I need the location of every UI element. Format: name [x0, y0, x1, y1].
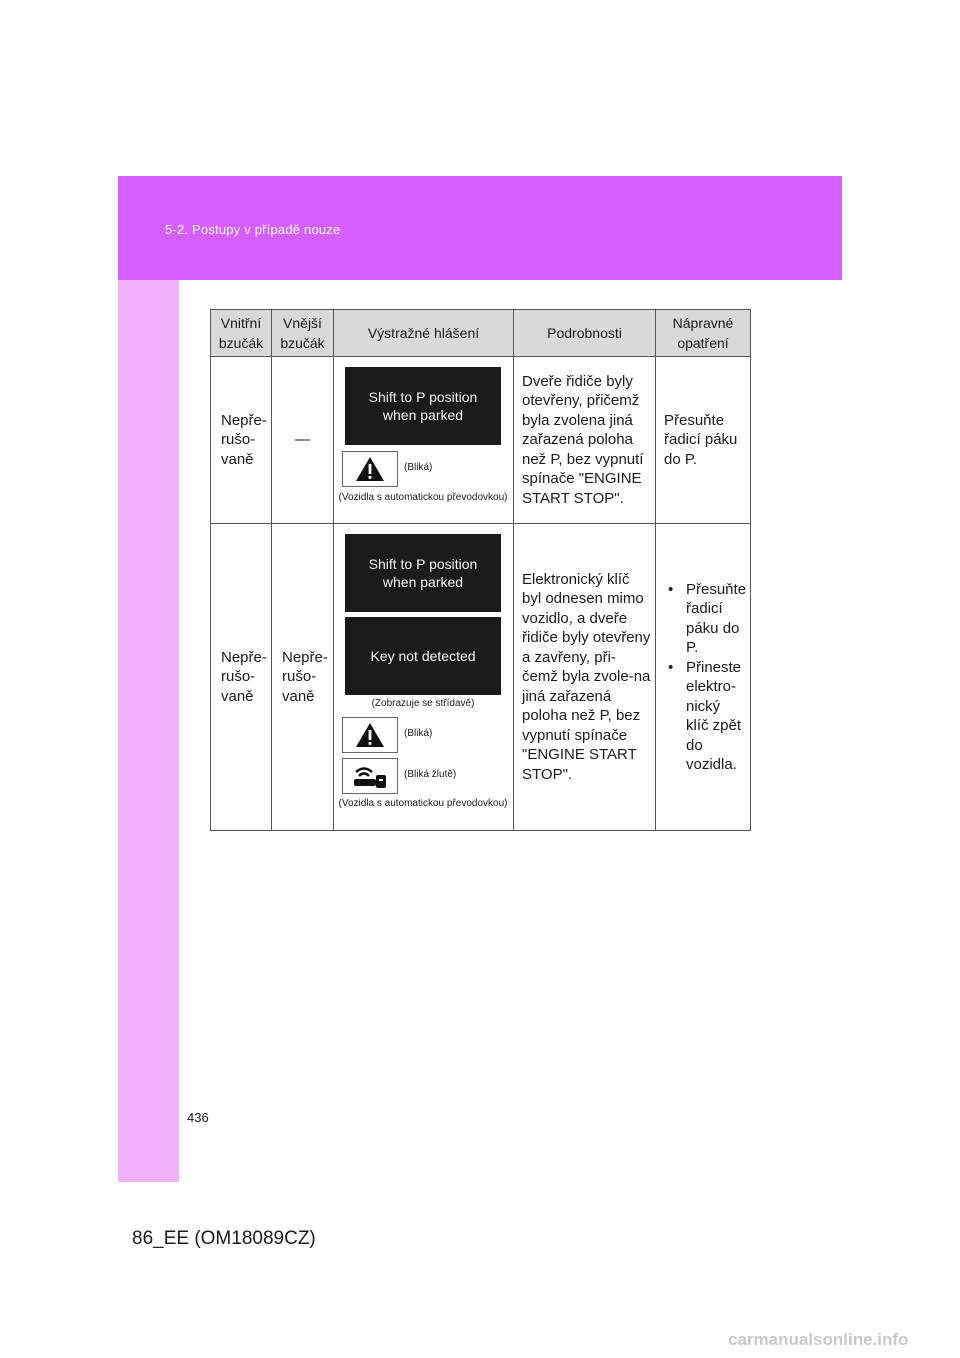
screen-text-line1: Shift to P position [368, 556, 478, 572]
icon-note: (Bliká žlutě) [404, 769, 457, 780]
action-text: Přesuňte řadicí páku do P. [686, 580, 747, 656]
icon-note: (Bliká) [404, 728, 433, 739]
header-warning-message: Výstražné hlášení [334, 310, 514, 357]
screen-text-line2: when parked [382, 407, 464, 423]
document-code: 86_EE (OM18089CZ) [132, 1228, 316, 1249]
list-item: • Přesuňte řadicí páku do P. [668, 580, 747, 656]
details-cell: Elektronický klíč byl odnesen mimo vozidlo, a dveře řidiče byly otevřeny a zavřeny, při-čemž byla zvole-na jiná zařazená poloha než P, bez vypnutí spínače "ENGINE START STOP". [514, 524, 656, 831]
action-text: Přineste elektro-nický klíč zpět do vozidla. [686, 658, 742, 773]
shift-to-p-screen [345, 534, 501, 612]
alternate-note: (Zobrazuje se střídavě) [371, 698, 475, 709]
table-header-row [211, 310, 751, 357]
details-cell: Dveře řidiče byly otevřeny, přičemž byla zvolena jiná zařazená poloha než P, bez vypnutí spínače "ENGINE START STOP". [514, 357, 656, 524]
internal-buzzer-cell: Nepře-rušo-vaně [211, 357, 272, 524]
table-row [211, 357, 751, 524]
screen-text-line1: Shift to P position [368, 389, 478, 405]
icon-note: (Bliká) [404, 462, 433, 473]
vehicle-note: (Vozidla s automatickou převodovkou) [338, 798, 508, 809]
table-row [211, 524, 751, 831]
screen-text: Key not detected [370, 648, 476, 664]
warning-table [210, 309, 751, 831]
warning-message-cell [334, 357, 514, 524]
vehicle-note: (Vozidla s automatickou převodovkou) [338, 492, 508, 503]
shift-to-p-screen [345, 367, 501, 445]
warning-message-cell [334, 524, 514, 831]
external-buzzer-cell: Nepře-rušo-vaně [272, 524, 334, 831]
screen-text-line2: when parked [382, 574, 464, 590]
watermark: carmanualsonline.info [728, 1330, 909, 1349]
header-external-buzzer: Vnější bzučák [272, 310, 334, 357]
action-cell [656, 524, 751, 831]
list-item: • Přineste elektro-nický klíč zpět do vozidla. [668, 658, 742, 773]
page-number: 436 [187, 1110, 209, 1125]
header-corrective-action: Nápravné opatření [656, 310, 751, 357]
key-not-detected-screen [345, 617, 501, 695]
warning-triangle-icon [342, 451, 398, 487]
side-tab-band [118, 176, 179, 1182]
smart-key-icon [342, 758, 398, 794]
section-title: 5-2. Postupy v případě nouze [165, 222, 341, 237]
external-buzzer-cell: — [272, 357, 334, 524]
warning-triangle-icon [342, 717, 398, 753]
action-cell: Přesuňte řadicí páku do P. [656, 357, 751, 524]
header-details: Podrobnosti [514, 310, 656, 357]
header-internal-buzzer: Vnitřní bzučák [211, 310, 272, 357]
internal-buzzer-cell: Nepře-rušo-vaně [211, 524, 272, 831]
